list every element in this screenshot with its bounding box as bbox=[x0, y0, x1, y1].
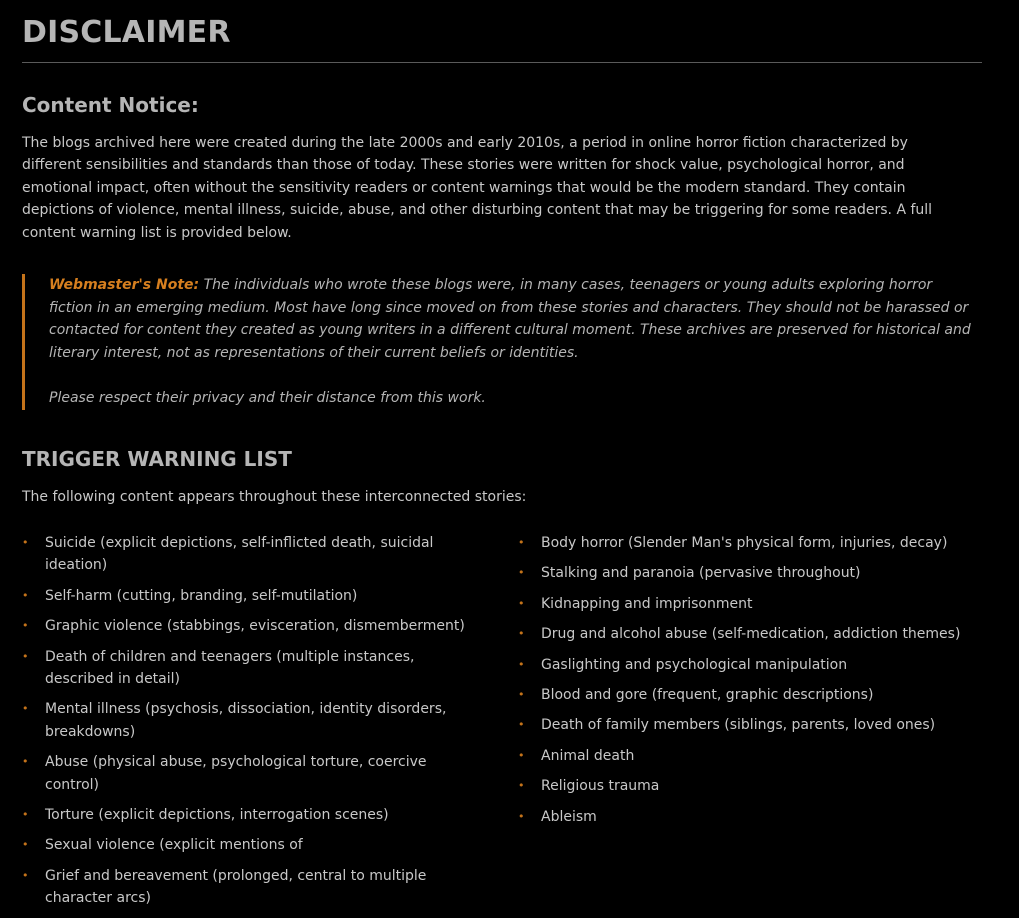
bullet-icon: • bbox=[518, 566, 525, 580]
trigger-item-label: Mental illness (psychosis, dissociation, identity disorders, breakdowns) bbox=[45, 701, 447, 740]
trigger-item bbox=[22, 834, 475, 856]
bullet-icon: • bbox=[518, 718, 525, 732]
bullet-icon: • bbox=[518, 688, 525, 702]
trigger-item bbox=[22, 865, 475, 910]
webmaster-note-body: The individuals who wrote these blogs were, in many cases, teenagers or young adults exploring horror fiction in an emerging medium. Most have long since moved on from these stories and characters. They should not be harassed or contacted for content they created as young writers in a different cultural moment. These archives are preserved for historical and literary interest, not as representations of their current beliefs or identities. bbox=[49, 277, 971, 361]
trigger-item bbox=[518, 775, 968, 797]
trigger-item bbox=[22, 615, 475, 637]
webmaster-note-closing: Please respect their privacy and their distance from this work. bbox=[49, 390, 486, 407]
bullet-icon: • bbox=[22, 755, 29, 769]
bullet-icon: • bbox=[22, 838, 29, 852]
trigger-item bbox=[22, 532, 475, 577]
bullet-icon: • bbox=[22, 649, 29, 663]
content-notice-body: The blogs archived here were created during the late 2000s and early 2010s, a period in online horror fiction characterized by different sensibilities and standards than those of today. These stories were written for shock value, psychological horror, and emotional impact, often without the sensitivity readers or content warnings that would be the modern standard. They contain depictions of violence, mental illness, suicide, abuse, and other disturbing content that may be triggering for some readers. A full content warning list is provided below. bbox=[22, 135, 933, 241]
trigger-item-label: Graphic violence (stabbings, evisceration, dismemberment) bbox=[45, 618, 465, 635]
trigger-item-label: Stalking and paranoia (pervasive throughout) bbox=[541, 565, 861, 582]
trigger-item-label: Animal death bbox=[541, 747, 635, 764]
bullet-icon: • bbox=[22, 808, 29, 822]
bullet-icon: • bbox=[518, 596, 525, 610]
bullet-icon: • bbox=[22, 536, 29, 549]
trigger-item bbox=[518, 562, 968, 584]
webmaster-note-paragraph bbox=[49, 274, 979, 364]
trigger-list-left bbox=[22, 532, 518, 918]
webmaster-note-label: Webmaster's Note: bbox=[49, 277, 200, 294]
trigger-item-label: Gaslighting and psychological manipulation bbox=[541, 656, 848, 673]
trigger-warning-columns bbox=[22, 532, 982, 918]
trigger-item-label: Sexual violence (explicit mentions of bbox=[45, 837, 303, 854]
bullet-icon: • bbox=[22, 588, 29, 602]
content-notice-heading: Content Notice: bbox=[22, 93, 199, 117]
trigger-item-label: Death of family members (siblings, parents, loved ones) bbox=[541, 717, 936, 734]
bullet-icon: • bbox=[518, 779, 525, 793]
trigger-item bbox=[518, 532, 968, 554]
trigger-warning-lead: The following content appears throughout these interconnected stories: bbox=[22, 489, 527, 505]
trigger-item bbox=[22, 804, 475, 826]
trigger-item bbox=[518, 714, 968, 736]
trigger-item-label: Kidnapping and imprisonment bbox=[541, 595, 753, 612]
trigger-item-label: Blood and gore (frequent, graphic descriptions) bbox=[541, 687, 874, 704]
trigger-item-label: Self-harm (cutting, branding, self-mutilation) bbox=[45, 587, 358, 604]
trigger-warning-heading: TRIGGER WARNING LIST bbox=[22, 447, 292, 471]
trigger-item-label: Ableism bbox=[541, 808, 597, 825]
bullet-icon: • bbox=[22, 702, 29, 716]
bullet-icon: • bbox=[22, 619, 29, 633]
page-title: DISCLAIMER bbox=[22, 14, 982, 63]
trigger-item-label: Abuse (physical abuse, psychological torture, coercive control) bbox=[45, 754, 427, 793]
trigger-item bbox=[518, 654, 968, 676]
trigger-item bbox=[22, 585, 475, 607]
trigger-item bbox=[518, 745, 968, 767]
trigger-item-label: Suicide (explicit depictions, self-inflicted death, suicidal ideation) bbox=[45, 535, 434, 574]
bullet-icon: • bbox=[518, 627, 525, 641]
bullet-icon: • bbox=[22, 868, 29, 882]
trigger-item-label: Grief and bereavement (prolonged, central to multiple character arcs) bbox=[45, 867, 427, 907]
bullet-icon: • bbox=[518, 748, 525, 762]
trigger-item-label: Drug and alcohol abuse (self-medication, addiction themes) bbox=[541, 626, 961, 643]
trigger-item bbox=[22, 698, 475, 743]
trigger-item bbox=[518, 593, 968, 615]
bullet-icon: • bbox=[518, 809, 525, 823]
trigger-item bbox=[22, 646, 475, 691]
trigger-item bbox=[22, 751, 475, 796]
bullet-icon: • bbox=[518, 536, 525, 549]
trigger-item bbox=[518, 806, 968, 828]
trigger-item-label: Death of children and teenagers (multiple instances, described in detail) bbox=[45, 648, 415, 688]
trigger-list-right bbox=[518, 532, 968, 918]
trigger-item-label: Body horror (Slender Man's physical form, injuries, decay) bbox=[541, 535, 948, 551]
trigger-item bbox=[518, 623, 968, 645]
trigger-item bbox=[518, 684, 968, 706]
bullet-icon: • bbox=[518, 657, 525, 671]
trigger-item-label: Torture (explicit depictions, interrogation scenes) bbox=[45, 807, 389, 824]
trigger-item-label: Religious trauma bbox=[541, 778, 660, 795]
webmaster-note bbox=[22, 274, 979, 410]
